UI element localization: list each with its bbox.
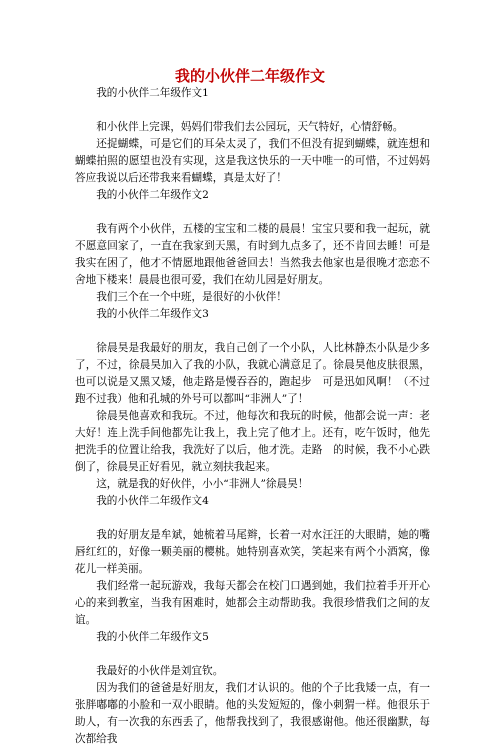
blank-line [75,102,430,119]
section-heading: 我的小伙伴二年级作文3 [96,308,209,320]
paragraph: 我们三个在一个中班，是很好的小伙伴！ [96,291,287,303]
section-heading: 我的小伙伴二年级作文1 [96,87,209,99]
paragraph: 我的好朋友是牟斌，她梳着马尾辫，长着一对水汪汪的大眼睛，她的嘴唇红红的，好像一颗美丽的樱桃。她特别喜欢笑，笑起来有两个小酒窝，像花儿一样美丽。 [75,529,430,575]
paragraph: 我最好的小伙伴是刘宜钦。 [96,665,224,677]
section-heading: 我的小伙伴二年级作文2 [96,189,209,201]
paragraph: 因为我们的爸爸是好朋友，我们才认识的。他的个子比我矮一点，有一张胖嘟嘟的小脸和一双小眼睛。他的头发短短的，像小刺猬一样。他很乐于助人，有一次我的东西丢了，他帮我找到了，我很感谢他。他还很幽默，每次都给我 [75,682,430,745]
blank-line [75,510,430,527]
document-title: 我的小伙伴二年级作文 [174,67,325,85]
paragraph: 徐晨昊是我最好的朋友，我自己创了一个小队，人比林静杰小队是少多了，不过，徐晨昊加入了我的小队，我就心满意足了。徐晨昊他皮肤很黑，也可以说是又黑又矮，他走路是慢吞吞的，跑起步 可是迅如风啊！（不过跑不过我）他和孔城的外号可以都叫“非洲人”了！ [75,342,430,405]
section-heading: 我的小伙伴二年级作文5 [96,631,209,643]
paragraph: 我们经常一起玩游戏，我每天都会在校门口遇到她，我们拉着手开开心心的来到教室，当我有困难时，她都会主动帮助我。我很珍惜我们之间的友谊。 [75,580,430,626]
blank-line [75,646,430,663]
blank-line [75,323,430,340]
document-body [75,85,430,748]
section-heading: 我的小伙伴二年级作文4 [96,495,209,507]
blank-line [75,204,430,221]
paragraph: 还捉蝴蝶，可是它们的耳朵太灵了，我们不但没有捉到蝴蝶，就连想和蝴蝶拍照的愿望也没有实现，这是我这快乐的一天中唯一的可惜，不过妈妈答应我说以后还带我来看蝴蝶，真是太好了！ [75,138,430,184]
paragraph: 和小伙伴上完课，妈妈们带我们去公园玩，天气特好，心情舒畅。 [96,121,404,133]
paragraph: 这，就是我的好伙伴，小小“非洲人”徐晨昊！ [96,478,309,490]
paragraph: 徐晨昊他喜欢和我玩。不过，他每次和我玩的时候，他都会说一声：老大好！连上洗手间他都先让我上，我上完了他才上。还有，吃午饭时，他先把洗手的位置让给我，我洗好了以后，他才洗。走路 的时候，我不小心跌倒了，徐晨昊正好看见，就立刻扶我起来。 [75,410,430,473]
paragraph: 我有两个小伙伴，五楼的宝宝和二楼的晨晨！宝宝只要和我一起玩，就不愿意回家了，一直在我家到天黑，有时到九点多了，还不肯回去睡！可是我实在困了，他才不情愿地跟他爸爸回去！当然我去他家也是很晚才恋恋不舍地下楼来！晨晨也很可爱，我们在幼儿园是好朋友。 [75,223,430,286]
